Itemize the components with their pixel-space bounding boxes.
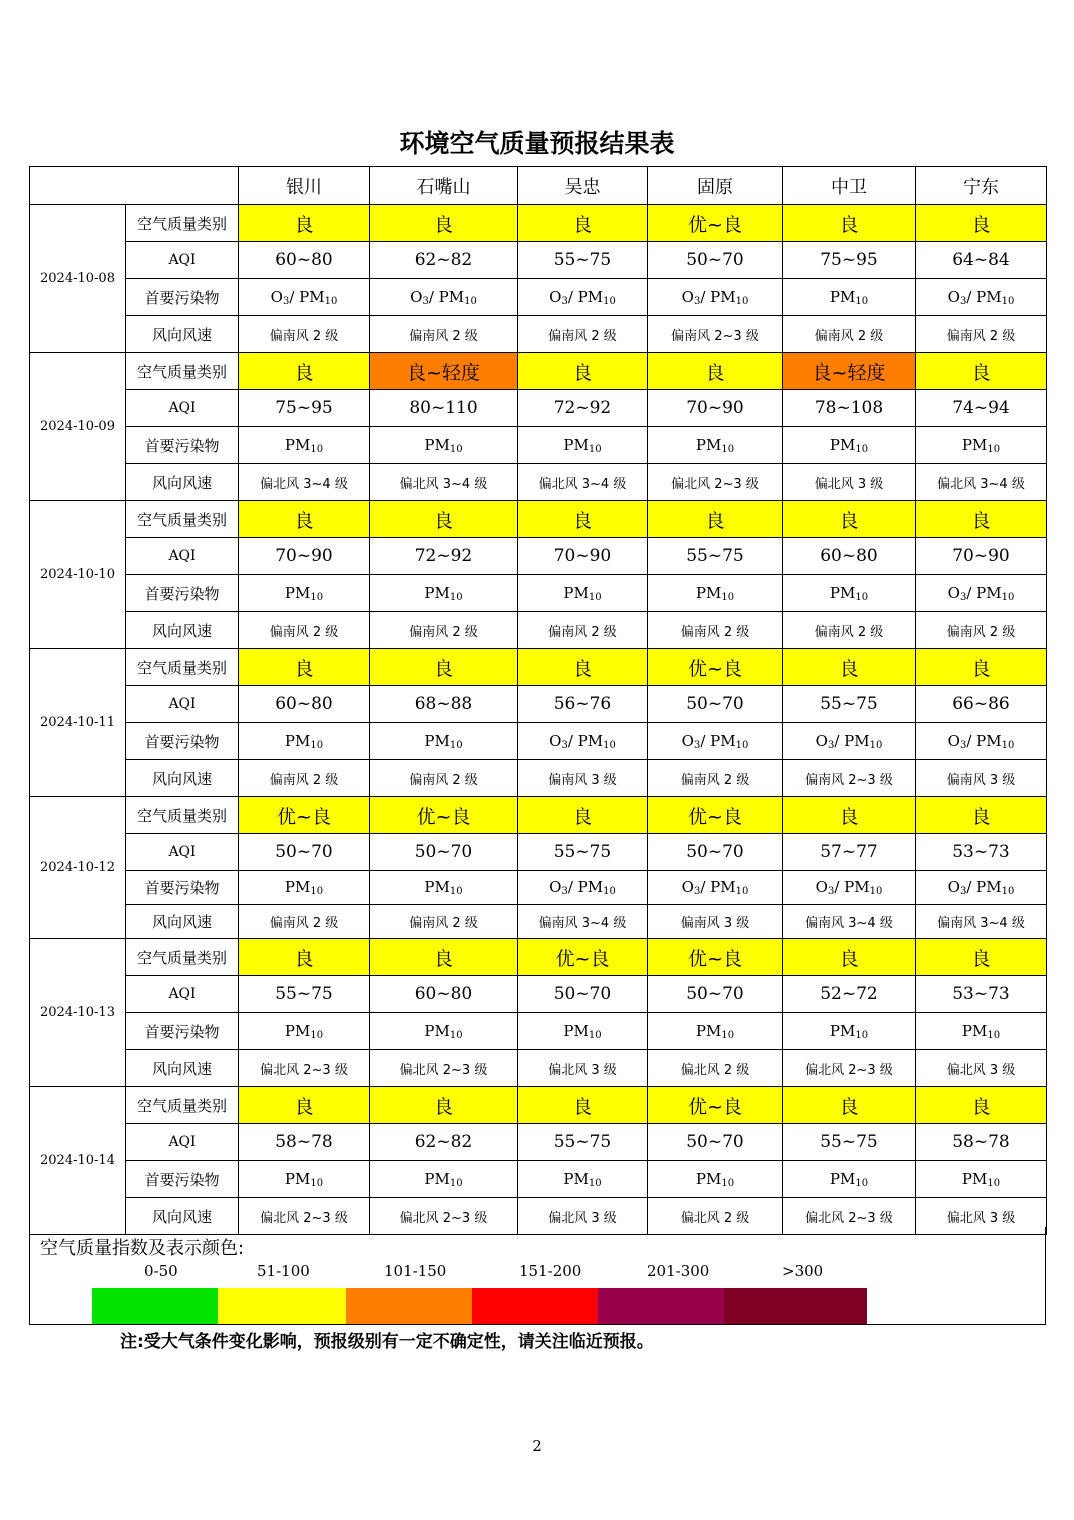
table-row bbox=[30, 612, 1047, 649]
row-label: AQI bbox=[126, 390, 239, 427]
aqi-cell: 60~80 bbox=[783, 538, 916, 575]
pollutant-cell: $PM_{10}$ bbox=[239, 871, 370, 905]
category-cell: 良 bbox=[916, 797, 1047, 834]
category-cell: 良 bbox=[518, 353, 648, 390]
table-row bbox=[30, 390, 1047, 427]
aqi-cell: 50~70 bbox=[370, 834, 518, 871]
category-cell: 优~良 bbox=[648, 649, 783, 686]
row-label: 空气质量类别 bbox=[126, 205, 239, 242]
row-label: 空气质量类别 bbox=[126, 939, 239, 976]
aqi-cell: 60~80 bbox=[370, 976, 518, 1013]
pollutant-cell: $O_3/$ $PM_{10}$ bbox=[916, 279, 1047, 316]
pollutant-cell: $PM_{10}$ bbox=[916, 1161, 1047, 1198]
city-header: 固原 bbox=[648, 167, 783, 205]
aqi-cell: 80~110 bbox=[370, 390, 518, 427]
city-header: 中卫 bbox=[783, 167, 916, 205]
category-cell: 良 bbox=[518, 205, 648, 242]
wind-cell: 偏南风 2 级 bbox=[518, 316, 648, 353]
date-cell: 2024-10-09 bbox=[30, 353, 126, 501]
row-label: 风向风速 bbox=[126, 1050, 239, 1087]
wind-cell: 偏南风 3 级 bbox=[648, 905, 783, 939]
wind-cell: 偏南风 2 级 bbox=[648, 760, 783, 797]
category-cell: 优~良 bbox=[648, 797, 783, 834]
pollutant-cell: $O_3/$ $PM_{10}$ bbox=[648, 871, 783, 905]
aqi-cell: 55~75 bbox=[783, 686, 916, 723]
pollutant-cell: $PM_{10}$ bbox=[239, 723, 370, 760]
aqi-cell: 53~73 bbox=[916, 976, 1047, 1013]
pollutant-cell: $PM_{10}$ bbox=[916, 427, 1047, 464]
category-cell: 良 bbox=[518, 649, 648, 686]
wind-cell: 偏南风 2 级 bbox=[239, 612, 370, 649]
category-cell: 良 bbox=[370, 501, 518, 538]
pollutant-cell: $O_3/$ $PM_{10}$ bbox=[518, 723, 648, 760]
table-row bbox=[30, 939, 1047, 976]
legend-swatch bbox=[724, 1288, 867, 1324]
row-label: AQI bbox=[126, 538, 239, 575]
legend-swatch bbox=[598, 1288, 724, 1324]
wind-cell: 偏南风 2 级 bbox=[370, 905, 518, 939]
page-number: 2 bbox=[532, 1437, 542, 1455]
wind-cell: 偏南风 2 级 bbox=[370, 316, 518, 353]
category-cell: 良 bbox=[648, 353, 783, 390]
category-cell: 良 bbox=[239, 1087, 370, 1124]
pollutant-cell: $O_3/$ $PM_{10}$ bbox=[518, 871, 648, 905]
category-cell: 优~良 bbox=[648, 939, 783, 976]
pollutant-cell: $PM_{10}$ bbox=[239, 427, 370, 464]
table-row bbox=[30, 797, 1047, 834]
pollutant-cell: $PM_{10}$ bbox=[518, 1161, 648, 1198]
row-label: 首要污染物 bbox=[126, 1013, 239, 1050]
category-cell: 良 bbox=[370, 649, 518, 686]
row-label: 风向风速 bbox=[126, 905, 239, 939]
wind-cell: 偏南风 2 级 bbox=[916, 316, 1047, 353]
row-label: 空气质量类别 bbox=[126, 353, 239, 390]
aqi-cell: 75~95 bbox=[783, 242, 916, 279]
legend-title: 空气质量指数及表示颜色: bbox=[40, 1238, 245, 1259]
row-label: 空气质量类别 bbox=[126, 1087, 239, 1124]
legend-swatch bbox=[472, 1288, 598, 1324]
wind-cell: 偏南风 2 级 bbox=[916, 612, 1047, 649]
pollutant-cell: $O_3/$ $PM_{10}$ bbox=[518, 279, 648, 316]
category-cell: 良 bbox=[239, 649, 370, 686]
aqi-cell: 53~73 bbox=[916, 834, 1047, 871]
table-row bbox=[30, 538, 1047, 575]
pollutant-cell: $PM_{10}$ bbox=[783, 279, 916, 316]
page-title: 环境空气质量预报结果表 bbox=[399, 129, 675, 158]
pollutant-cell: $PM_{10}$ bbox=[370, 1161, 518, 1198]
row-label: 风向风速 bbox=[126, 316, 239, 353]
category-cell: 良 bbox=[783, 501, 916, 538]
row-label: 首要污染物 bbox=[126, 1161, 239, 1198]
row-label: 风向风速 bbox=[126, 612, 239, 649]
category-cell: 优~良 bbox=[370, 797, 518, 834]
pollutant-cell: $O_3/$ $PM_{10}$ bbox=[239, 279, 370, 316]
table-row bbox=[30, 1161, 1047, 1198]
table-row bbox=[30, 353, 1047, 390]
pollutant-cell: $PM_{10}$ bbox=[518, 1013, 648, 1050]
legend-swatch bbox=[218, 1288, 346, 1324]
date-cell: 2024-10-11 bbox=[30, 649, 126, 797]
table-row bbox=[30, 649, 1047, 686]
wind-cell: 偏南风 3~4 级 bbox=[916, 905, 1047, 939]
row-label: AQI bbox=[126, 686, 239, 723]
pollutant-cell: $PM_{10}$ bbox=[518, 575, 648, 612]
wind-cell: 偏北风 2~3 级 bbox=[239, 1198, 370, 1235]
pollutant-cell: $PM_{10}$ bbox=[370, 871, 518, 905]
pollutant-cell: $PM_{10}$ bbox=[916, 1013, 1047, 1050]
table-row bbox=[30, 905, 1047, 939]
pollutant-cell: $O_3/$ $PM_{10}$ bbox=[648, 279, 783, 316]
category-cell: 良 bbox=[239, 205, 370, 242]
wind-cell: 偏南风 2 级 bbox=[783, 612, 916, 649]
pollutant-cell: $PM_{10}$ bbox=[370, 723, 518, 760]
aqi-cell: 50~70 bbox=[648, 1124, 783, 1161]
row-label: 首要污染物 bbox=[126, 427, 239, 464]
table-row bbox=[30, 575, 1047, 612]
wind-cell: 偏北风 2~3 级 bbox=[783, 1198, 916, 1235]
table-row bbox=[30, 976, 1047, 1013]
wind-cell: 偏北风 3~4 级 bbox=[239, 464, 370, 501]
category-cell: 优~良 bbox=[648, 1087, 783, 1124]
aqi-legend bbox=[29, 1227, 1046, 1325]
pollutant-cell: $O_3/$ $PM_{10}$ bbox=[916, 575, 1047, 612]
corner-cell bbox=[30, 167, 239, 205]
aqi-cell: 62~82 bbox=[370, 1124, 518, 1161]
wind-cell: 偏北风 3 级 bbox=[783, 464, 916, 501]
wind-cell: 偏北风 3 级 bbox=[518, 1198, 648, 1235]
row-label: 风向风速 bbox=[126, 464, 239, 501]
forecast-note: 注:受大气条件变化影响，预报级别有一定不确定性，请关注临近预报。 bbox=[120, 1332, 654, 1352]
category-cell: 良 bbox=[370, 1087, 518, 1124]
wind-cell: 偏北风 3~4 级 bbox=[518, 464, 648, 501]
wind-cell: 偏南风 2~3 级 bbox=[648, 316, 783, 353]
table-row bbox=[30, 871, 1047, 905]
row-label: 首要污染物 bbox=[126, 575, 239, 612]
wind-cell: 偏南风 3~4 级 bbox=[783, 905, 916, 939]
aqi-cell: 50~70 bbox=[648, 834, 783, 871]
table-row bbox=[30, 242, 1047, 279]
wind-cell: 偏南风 3 级 bbox=[916, 760, 1047, 797]
wind-cell: 偏北风 2~3 级 bbox=[783, 1050, 916, 1087]
table-row bbox=[30, 723, 1047, 760]
pollutant-cell: $O_3/$ $PM_{10}$ bbox=[370, 279, 518, 316]
pollutant-cell: $PM_{10}$ bbox=[239, 575, 370, 612]
row-label: 空气质量类别 bbox=[126, 501, 239, 538]
table-row bbox=[30, 501, 1047, 538]
pollutant-cell: $O_3/$ $PM_{10}$ bbox=[783, 723, 916, 760]
pollutant-cell: $PM_{10}$ bbox=[648, 427, 783, 464]
wind-cell: 偏北风 3 级 bbox=[916, 1198, 1047, 1235]
date-cell: 2024-10-10 bbox=[30, 501, 126, 649]
aqi-cell: 60~80 bbox=[239, 686, 370, 723]
category-cell: 良 bbox=[916, 205, 1047, 242]
forecast-table bbox=[29, 166, 1047, 1235]
aqi-cell: 55~75 bbox=[518, 834, 648, 871]
pollutant-cell: $PM_{10}$ bbox=[783, 1161, 916, 1198]
category-cell: 良 bbox=[239, 939, 370, 976]
pollutant-cell: $PM_{10}$ bbox=[648, 1161, 783, 1198]
row-label: 首要污染物 bbox=[126, 723, 239, 760]
wind-cell: 偏南风 3 级 bbox=[518, 760, 648, 797]
aqi-cell: 70~90 bbox=[648, 390, 783, 427]
category-cell: 良 bbox=[370, 939, 518, 976]
wind-cell: 偏南风 2 级 bbox=[783, 316, 916, 353]
aqi-cell: 55~75 bbox=[239, 976, 370, 1013]
aqi-cell: 50~70 bbox=[239, 834, 370, 871]
wind-cell: 偏北风 2~3 级 bbox=[370, 1198, 518, 1235]
aqi-cell: 50~70 bbox=[648, 242, 783, 279]
table-row bbox=[30, 834, 1047, 871]
wind-cell: 偏北风 2 级 bbox=[648, 1050, 783, 1087]
legend-range-label: 51-100 bbox=[257, 1262, 310, 1280]
table-row bbox=[30, 427, 1047, 464]
pollutant-cell: $O_3/$ $PM_{10}$ bbox=[916, 723, 1047, 760]
wind-cell: 偏南风 2 级 bbox=[239, 316, 370, 353]
legend-range-label: 151-200 bbox=[519, 1262, 582, 1280]
date-cell: 2024-10-08 bbox=[30, 205, 126, 353]
wind-cell: 偏北风 2~3 级 bbox=[370, 1050, 518, 1087]
category-cell: 良 bbox=[239, 501, 370, 538]
pollutant-cell: $PM_{10}$ bbox=[370, 427, 518, 464]
aqi-cell: 74~94 bbox=[916, 390, 1047, 427]
pollutant-cell: $PM_{10}$ bbox=[370, 575, 518, 612]
table-row bbox=[30, 686, 1047, 723]
wind-cell: 偏北风 3~4 级 bbox=[370, 464, 518, 501]
aqi-cell: 50~70 bbox=[648, 976, 783, 1013]
pollutant-cell: $PM_{10}$ bbox=[239, 1013, 370, 1050]
wind-cell: 偏北风 2~3 级 bbox=[648, 464, 783, 501]
row-label: AQI bbox=[126, 834, 239, 871]
category-cell: 良 bbox=[916, 649, 1047, 686]
wind-cell: 偏南风 2 级 bbox=[518, 612, 648, 649]
legend-range-label: 0-50 bbox=[144, 1262, 178, 1280]
category-cell: 良 bbox=[783, 205, 916, 242]
wind-cell: 偏南风 2~3 级 bbox=[783, 760, 916, 797]
pollutant-cell: $PM_{10}$ bbox=[518, 427, 648, 464]
aqi-cell: 62~82 bbox=[370, 242, 518, 279]
aqi-cell: 50~70 bbox=[518, 976, 648, 1013]
category-cell: 良 bbox=[239, 353, 370, 390]
category-cell: 良 bbox=[518, 501, 648, 538]
table-row bbox=[30, 1087, 1047, 1124]
wind-cell: 偏北风 3 级 bbox=[916, 1050, 1047, 1087]
aqi-cell: 70~90 bbox=[518, 538, 648, 575]
aqi-cell: 52~72 bbox=[783, 976, 916, 1013]
category-cell: 良 bbox=[916, 939, 1047, 976]
aqi-cell: 72~92 bbox=[518, 390, 648, 427]
table-row bbox=[30, 316, 1047, 353]
category-cell: 良 bbox=[518, 1087, 648, 1124]
category-cell: 良 bbox=[916, 353, 1047, 390]
aqi-cell: 70~90 bbox=[239, 538, 370, 575]
table-row bbox=[30, 760, 1047, 797]
aqi-cell: 55~75 bbox=[518, 242, 648, 279]
aqi-cell: 55~75 bbox=[783, 1124, 916, 1161]
category-cell: 优~良 bbox=[239, 797, 370, 834]
pollutant-cell: $O_3/$ $PM_{10}$ bbox=[648, 723, 783, 760]
aqi-cell: 55~75 bbox=[648, 538, 783, 575]
aqi-cell: 58~78 bbox=[239, 1124, 370, 1161]
aqi-cell: 56~76 bbox=[518, 686, 648, 723]
aqi-cell: 55~75 bbox=[518, 1124, 648, 1161]
aqi-cell: 60~80 bbox=[239, 242, 370, 279]
pollutant-cell: $PM_{10}$ bbox=[648, 1013, 783, 1050]
row-label: 风向风速 bbox=[126, 760, 239, 797]
wind-cell: 偏南风 2 级 bbox=[239, 905, 370, 939]
category-cell: 良 bbox=[518, 797, 648, 834]
wind-cell: 偏南风 2 级 bbox=[239, 760, 370, 797]
header-row bbox=[30, 167, 1047, 205]
row-label: AQI bbox=[126, 976, 239, 1013]
pollutant-cell: $PM_{10}$ bbox=[370, 1013, 518, 1050]
city-header: 石嘴山 bbox=[370, 167, 518, 205]
legend-swatch bbox=[346, 1288, 472, 1324]
wind-cell: 偏南风 2 级 bbox=[648, 612, 783, 649]
date-cell: 2024-10-13 bbox=[30, 939, 126, 1087]
category-cell: 良 bbox=[783, 797, 916, 834]
pollutant-cell: $PM_{10}$ bbox=[648, 575, 783, 612]
aqi-cell: 78~108 bbox=[783, 390, 916, 427]
date-cell: 2024-10-12 bbox=[30, 797, 126, 939]
aqi-cell: 58~78 bbox=[916, 1124, 1047, 1161]
pollutant-cell: $O_3/$ $PM_{10}$ bbox=[916, 871, 1047, 905]
legend-range-label: >300 bbox=[782, 1262, 824, 1280]
wind-cell: 偏北风 2~3 级 bbox=[239, 1050, 370, 1087]
wind-cell: 偏南风 2 级 bbox=[370, 612, 518, 649]
aqi-cell: 70~90 bbox=[916, 538, 1047, 575]
category-cell: 优~良 bbox=[648, 205, 783, 242]
category-cell: 良 bbox=[783, 649, 916, 686]
wind-cell: 偏北风 3~4 级 bbox=[916, 464, 1047, 501]
row-label: 风向风速 bbox=[126, 1198, 239, 1235]
legend-swatch bbox=[92, 1288, 218, 1324]
category-cell: 良 bbox=[783, 1087, 916, 1124]
table-row bbox=[30, 205, 1047, 242]
aqi-cell: 64~84 bbox=[916, 242, 1047, 279]
city-header: 银川 bbox=[239, 167, 370, 205]
aqi-cell: 50~70 bbox=[648, 686, 783, 723]
legend-range-label: 101-150 bbox=[384, 1262, 447, 1280]
date-cell: 2024-10-14 bbox=[30, 1087, 126, 1235]
wind-cell: 偏南风 2 级 bbox=[370, 760, 518, 797]
category-cell: 良 bbox=[916, 501, 1047, 538]
aqi-cell: 75~95 bbox=[239, 390, 370, 427]
wind-cell: 偏北风 3 级 bbox=[518, 1050, 648, 1087]
city-header: 吴忠 bbox=[518, 167, 648, 205]
aqi-cell: 57~77 bbox=[783, 834, 916, 871]
table-row bbox=[30, 279, 1047, 316]
row-label: 首要污染物 bbox=[126, 871, 239, 905]
category-cell: 良 bbox=[648, 501, 783, 538]
legend-range-label: 201-300 bbox=[647, 1262, 710, 1280]
row-label: 首要污染物 bbox=[126, 279, 239, 316]
pollutant-cell: $PM_{10}$ bbox=[783, 575, 916, 612]
pollutant-cell: $PM_{10}$ bbox=[783, 427, 916, 464]
aqi-cell: 66~86 bbox=[916, 686, 1047, 723]
category-cell: 优~良 bbox=[518, 939, 648, 976]
category-cell: 良~轻度 bbox=[783, 353, 916, 390]
category-cell: 良~轻度 bbox=[370, 353, 518, 390]
pollutant-cell: $PM_{10}$ bbox=[239, 1161, 370, 1198]
aqi-cell: 72~92 bbox=[370, 538, 518, 575]
category-cell: 良 bbox=[370, 205, 518, 242]
city-header: 宁东 bbox=[916, 167, 1047, 205]
pollutant-cell: $PM_{10}$ bbox=[783, 1013, 916, 1050]
table-row bbox=[30, 1013, 1047, 1050]
row-label: AQI bbox=[126, 1124, 239, 1161]
row-label: 空气质量类别 bbox=[126, 649, 239, 686]
table-row bbox=[30, 1124, 1047, 1161]
pollutant-cell: $O_3/$ $PM_{10}$ bbox=[783, 871, 916, 905]
wind-cell: 偏南风 3~4 级 bbox=[518, 905, 648, 939]
table-row bbox=[30, 1050, 1047, 1087]
row-label: AQI bbox=[126, 242, 239, 279]
category-cell: 良 bbox=[916, 1087, 1047, 1124]
table-row bbox=[30, 464, 1047, 501]
category-cell: 良 bbox=[783, 939, 916, 976]
aqi-cell: 68~88 bbox=[370, 686, 518, 723]
wind-cell: 偏北风 2 级 bbox=[648, 1198, 783, 1235]
row-label: 空气质量类别 bbox=[126, 797, 239, 834]
